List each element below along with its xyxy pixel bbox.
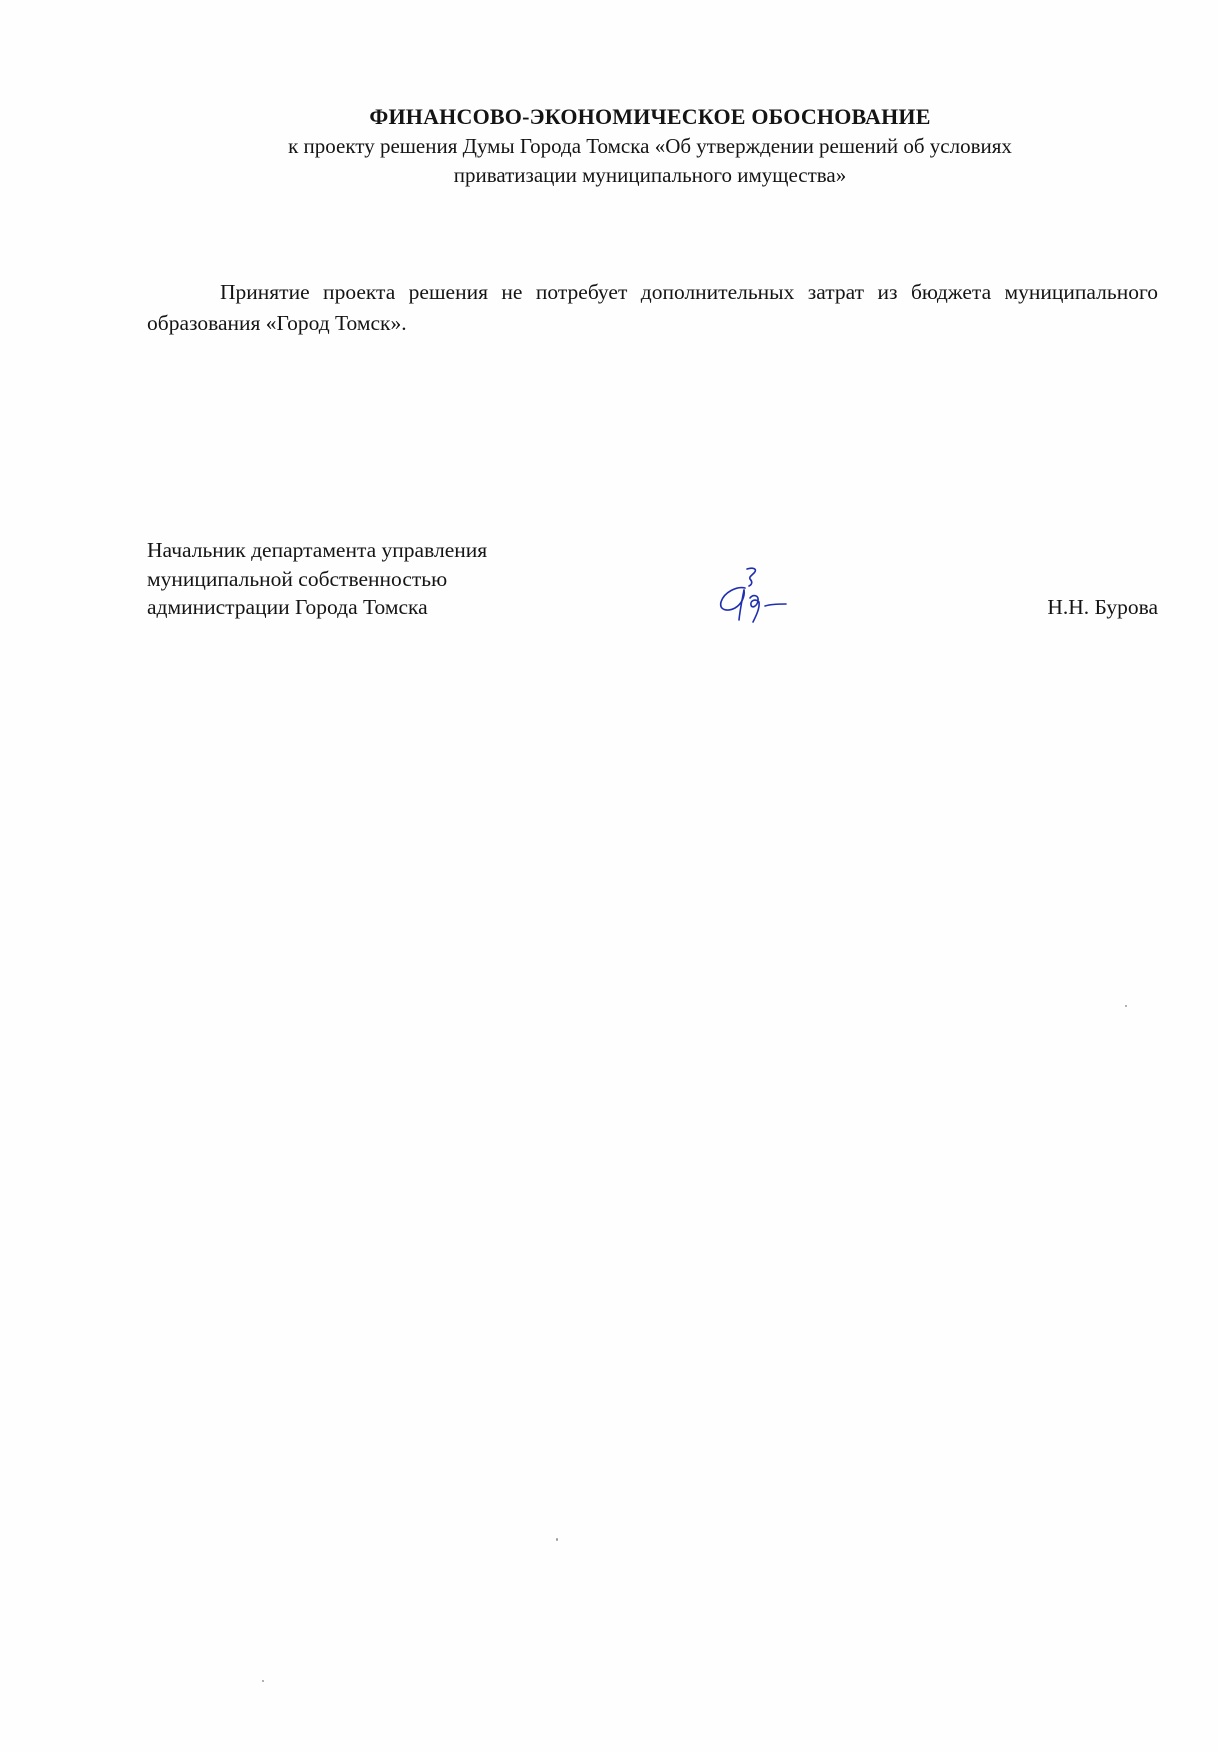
document-subtitle-line-1: к проекту решения Думы Города Томска «Об утверждении решений об условиях — [288, 134, 1012, 158]
signer-position-line-1: Начальник департамента управления — [147, 538, 488, 562]
signer-position — [147, 536, 487, 622]
signer-name: Н.Н. Бурова — [1047, 595, 1158, 619]
signer-position-line-3: администрации Города Томска — [147, 595, 428, 619]
scan-speck — [1125, 1005, 1127, 1007]
document-header — [140, 102, 1160, 190]
document-subtitle-line-2: приватизации муниципального имущества» — [453, 163, 847, 187]
signer-position-line-2: муниципальной собственностью — [147, 566, 448, 591]
document-title: ФИНАНСОВО-ЭКОНОМИЧЕСКОЕ ОБОСНОВАНИЕ — [369, 104, 931, 129]
handwritten-signature-icon — [709, 564, 789, 626]
body-paragraph: Принятие проекта решения не потребует дополнительных затрат из бюджета муниципального образования «Город Томск». — [147, 280, 1158, 335]
scan-speck — [556, 1538, 558, 1541]
scan-speck — [262, 1680, 264, 1682]
signature-block — [147, 536, 1158, 636]
